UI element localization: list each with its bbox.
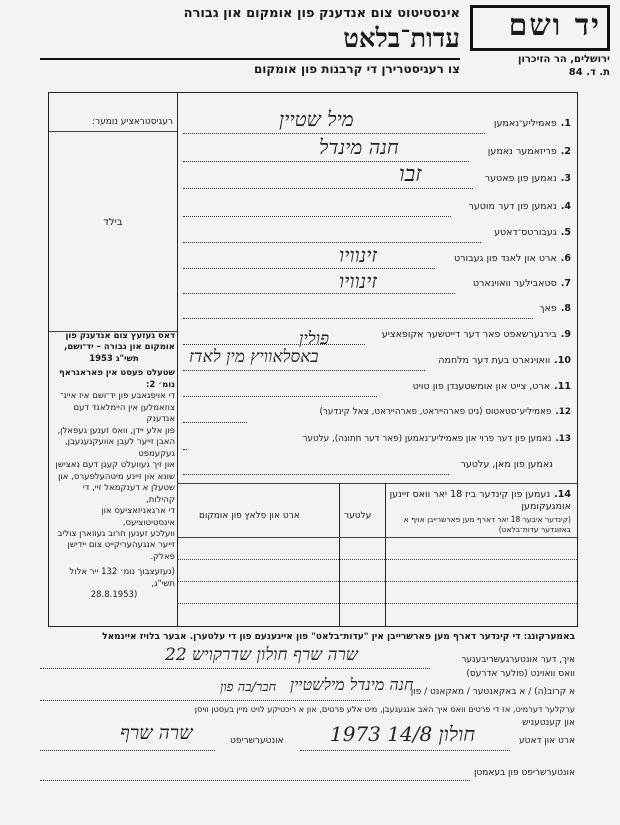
address-line-1: ירושלים, הר הזיכרון	[518, 54, 610, 65]
field-3-value: זבו	[399, 162, 422, 187]
title-rule	[40, 58, 460, 60]
relation-label: א קרוב(ה) / א באקאנטער / מאקאנט / פון	[410, 687, 575, 697]
signature-value: שרה שרף	[120, 722, 193, 744]
photo-label: בילד	[103, 217, 123, 228]
field-13: 13.נאמען פון דער פרוי און פאמיליע־נאמען (פאר דער חתונה), עלטער	[302, 434, 571, 444]
signature-label: אונטערשריפט	[230, 736, 284, 746]
field-6: 6.ארט און לאנד פון געבורט	[453, 253, 571, 264]
law-text: דאס געזעץ צום אנדענק פון אומקום און גבורה – יד־ושם, תשי"ג 1953 שטעלט פעסט אין פאראגראף נומ׳ 2: די אויפגאבע פון יד־ושם איז איינ־ צוזאמלען אין היימלאנד דעם אנדענק פון אלע יידן, וואס זענען געפאלן, האבן זייער לעבן אוועקגעגעבן, געקעמפט און זיך געוועלט קעגן דעם נאצישן שונא און זיינע מיטהעלפערס, און שטעלן א דענקמאל זיי, די קהילות, די ארגאניזאציעס און אינסטיטוציעס, וועלכע זענען חרוב געווארן צוליב זייער אנגעהעריקייט צום יידישן פאלק. (געזעצבוך נומ׳ 132 ייר אלול תשי"ג, (28.8.1953	[55, 331, 175, 601]
field-12: 12.פאמיליע־סטאטוס (ניט פארהייראט, פארהייראט, צאל קינדער)	[319, 407, 571, 417]
field-10-value: באסלאוויץ מין לאדז	[189, 347, 319, 367]
field-1: 1.פאמיליע־נאמען	[493, 118, 571, 129]
institute-name: אינסטיטוט צום אנדענק פון אומקום און גבורה	[183, 6, 460, 21]
relation-value: חנה מינדל מילשטיין	[290, 675, 414, 694]
field-7-value: זינוויו	[339, 269, 377, 293]
col-place-header: ארט און פלאץ פון אומקום	[199, 511, 300, 521]
field-13-husband: נאמען פון מאן, עלטער	[460, 459, 553, 470]
field-14-note: (קינדער איבער 18 יאר דארף מען פארשרייבן אויף א באזונדער עדות־בלאט)	[403, 515, 571, 534]
field-11: 11.ארט, צייט און אומשטענדן פון טויט	[412, 381, 571, 392]
field-7: 7.סטאבילער וואוינארט	[472, 278, 571, 289]
testimony-form	[48, 92, 578, 627]
field-8: 8.פאך	[539, 303, 571, 314]
field-2: 2.פריזאמער נאמען	[487, 146, 571, 157]
address-line-2: ת. ד. 84	[568, 67, 610, 78]
footer-note: באמערקונג: די קינדער דארף מען פארשרייבן אין "עדות־בלאט" פון אייגענעם פון די עלטערן. אבער בלויז איינמאל	[102, 632, 575, 642]
declaration-text-b: און קענטעניש	[522, 718, 575, 728]
field-1-value: מיל שטיין	[279, 107, 354, 131]
field-4: 4.נאמען פון דער מוטער	[468, 201, 571, 212]
declarant-value: שרה שרף חולון שדרקויש 22	[165, 645, 358, 665]
relation-value-b: חבר/בה פון	[220, 680, 277, 695]
col-age-header: עלטער	[344, 511, 372, 521]
field-2-value: חנה מינדל	[319, 135, 399, 159]
page-subtitle: צו רעגיסטרירן די קרבנות פון אומקום	[253, 62, 460, 76]
field-14: 14.נעמען פון קינדער ביז 18 יאר וואס זיינען אומגעקומען	[389, 489, 571, 513]
place-date-label: ארט און דאטע	[519, 736, 575, 746]
yad-vashem-logo	[470, 5, 610, 51]
photo-box	[49, 131, 177, 332]
official-signature-label: אונטערשריפט פון בעאמטן	[473, 768, 575, 778]
field-9: 9.בירגערשאפט פאר דער דייטשער אקופאציע	[381, 329, 571, 340]
field-6-value: זינוויו	[339, 243, 377, 267]
field-9-value: פולין	[299, 329, 329, 349]
field-5: 5.געבורטס־דאטע	[494, 227, 571, 238]
declaration-text: ערקלער דערמיט, אז די פרטים וואס איך האב אנגעגעבן, מיט אלע פרטים, און א ריכטיקע לויט מיין בעסטן וויסן	[194, 704, 575, 714]
declarant-sub: וואס וואוינט (פולער אדרעס)	[466, 669, 575, 679]
registration-label: רעגיסטראציע נומער:	[92, 117, 173, 127]
field-3: 3.נאמען פון פאטער	[484, 173, 571, 184]
left-column-divider	[177, 93, 178, 626]
declarant-label: איך, דער אונטערגעשריבענער	[461, 655, 575, 665]
logo-text: יד ושם	[508, 8, 601, 43]
page-title: עדות־בלאט	[343, 24, 460, 54]
place-date-value: חולון 14/8 1973	[330, 722, 476, 746]
field-10: 10.וואוינארט בעת דער מלחמה	[438, 355, 571, 366]
